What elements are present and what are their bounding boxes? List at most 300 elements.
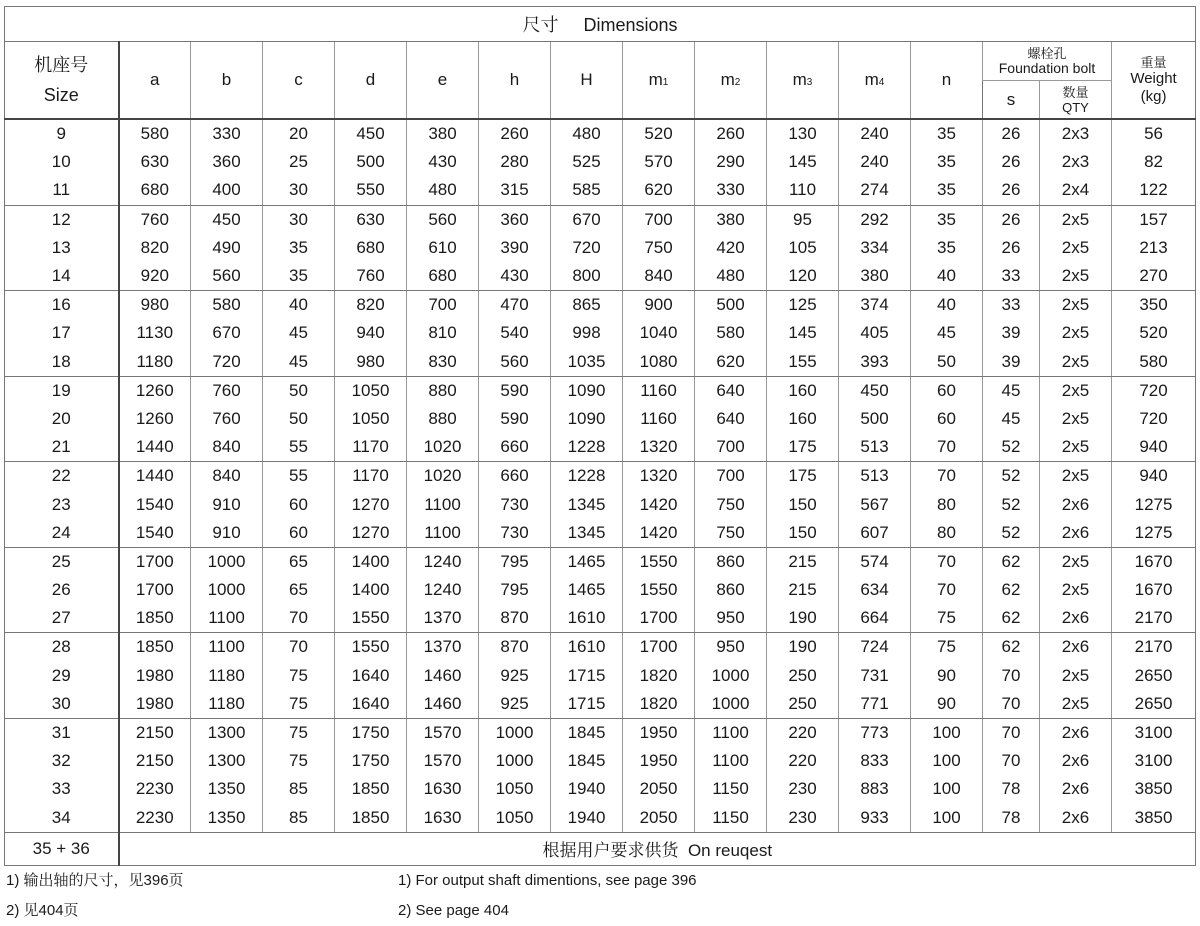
table-row <box>5 547 1196 576</box>
table-cell: 105 <box>767 234 839 262</box>
table-cell: 2x5 <box>1040 662 1112 690</box>
size-cell: 25 <box>5 547 119 576</box>
bolt-qty-cn: 数量 <box>1062 84 1089 100</box>
table-cell: 35 <box>911 205 983 234</box>
table-cell: 570 <box>623 148 695 176</box>
table-cell: 1465 <box>551 547 623 576</box>
table-cell: 220 <box>767 718 839 747</box>
table-cell: 1550 <box>623 547 695 576</box>
table-cell: 45 <box>983 376 1040 405</box>
table-row <box>5 319 1196 347</box>
table-row <box>5 205 1196 234</box>
size-cell: 32 <box>5 747 119 775</box>
bolt-s-header: s <box>983 81 1040 120</box>
table-cell: 2x5 <box>1040 319 1112 347</box>
size-header <box>5 42 119 120</box>
table-cell: 820 <box>335 291 407 320</box>
request-text <box>119 832 1196 865</box>
table-cell: 1100 <box>191 604 263 633</box>
table-cell: 420 <box>695 234 767 262</box>
table-cell: 2x5 <box>1040 405 1112 433</box>
dimensions-table <box>4 6 1196 866</box>
table-cell: 334 <box>839 234 911 262</box>
table-cell: 250 <box>767 662 839 690</box>
table-cell: 1940 <box>551 775 623 803</box>
weight-header-en: Weight <box>1130 69 1177 87</box>
table-cell: 1300 <box>191 747 263 775</box>
col-header-b <box>191 42 263 120</box>
table-cell: 1940 <box>551 804 623 833</box>
table-cell: 870 <box>479 633 551 662</box>
table-cell: 240 <box>839 119 911 148</box>
table-cell: 2150 <box>119 747 191 775</box>
table-cell: 1100 <box>407 490 479 518</box>
table-cell: 1000 <box>191 547 263 576</box>
table-cell: 60 <box>263 519 335 548</box>
table-cell: 480 <box>407 176 479 205</box>
col-header-main: h <box>509 70 520 89</box>
table-cell: 55 <box>263 433 335 462</box>
table-cell: 1270 <box>335 519 407 548</box>
table-cell: 2050 <box>623 775 695 803</box>
table-cell: 1700 <box>623 633 695 662</box>
table-cell: 374 <box>839 291 911 320</box>
table-cell: 860 <box>695 547 767 576</box>
table-cell: 830 <box>407 348 479 377</box>
table-cell: 520 <box>1112 319 1196 347</box>
table-cell: 940 <box>1112 462 1196 491</box>
table-cell: 55 <box>263 462 335 491</box>
table-cell: 450 <box>335 119 407 148</box>
table-cell: 795 <box>479 576 551 604</box>
table-cell: 315 <box>479 176 551 205</box>
table-cell: 45 <box>263 348 335 377</box>
col-header-main: a <box>150 70 160 89</box>
table-cell: 760 <box>191 376 263 405</box>
table-cell: 100 <box>911 804 983 833</box>
table-cell: 1020 <box>407 433 479 462</box>
table-cell: 1100 <box>695 718 767 747</box>
table-row <box>5 433 1196 462</box>
table-cell: 350 <box>1112 291 1196 320</box>
table-cell: 567 <box>839 490 911 518</box>
table-cell: 1170 <box>335 433 407 462</box>
table-cell: 122 <box>1112 176 1196 205</box>
table-cell: 1300 <box>191 718 263 747</box>
table-cell: 1850 <box>335 804 407 833</box>
table-cell: 1850 <box>119 604 191 633</box>
col-header-m4 <box>839 42 911 120</box>
table-row <box>5 405 1196 433</box>
table-cell: 2x6 <box>1040 775 1112 803</box>
table-cell: 78 <box>983 775 1040 803</box>
table-cell: 215 <box>767 547 839 576</box>
table-row <box>5 604 1196 633</box>
table-cell: 190 <box>767 604 839 633</box>
bolt-qty-header <box>1040 81 1112 120</box>
weight-header-cn: 重量 <box>1140 54 1167 70</box>
table-cell: 70 <box>983 718 1040 747</box>
table-cell: 750 <box>695 519 767 548</box>
table-cell: 585 <box>551 176 623 205</box>
table-cell: 1610 <box>551 604 623 633</box>
title-en: Dimensions <box>583 15 678 35</box>
table-cell: 680 <box>119 176 191 205</box>
table-cell: 1260 <box>119 405 191 433</box>
table-cell: 2x5 <box>1040 690 1112 719</box>
table-cell: 330 <box>191 119 263 148</box>
table-cell: 3100 <box>1112 747 1196 775</box>
table-cell: 1400 <box>335 547 407 576</box>
table-cell: 75 <box>911 604 983 633</box>
table-cell: 560 <box>191 262 263 291</box>
table-cell: 1950 <box>623 718 695 747</box>
table-cell: 400 <box>191 176 263 205</box>
table-cell: 150 <box>767 519 839 548</box>
table-cell: 100 <box>911 718 983 747</box>
table-cell: 292 <box>839 205 911 234</box>
table-cell: 750 <box>623 234 695 262</box>
table-cell: 62 <box>983 604 1040 633</box>
table-cell: 70 <box>911 462 983 491</box>
table-cell: 2x5 <box>1040 462 1112 491</box>
table-cell: 590 <box>479 405 551 433</box>
table-cell: 664 <box>839 604 911 633</box>
table-cell: 2x6 <box>1040 804 1112 833</box>
size-cell: 13 <box>5 234 119 262</box>
table-cell: 1050 <box>479 804 551 833</box>
table-cell: 52 <box>983 433 1040 462</box>
table-cell: 840 <box>191 433 263 462</box>
table-cell: 360 <box>191 148 263 176</box>
table-cell: 380 <box>695 205 767 234</box>
size-cell: 17 <box>5 319 119 347</box>
table-cell: 1460 <box>407 662 479 690</box>
table-cell: 574 <box>839 547 911 576</box>
table-cell: 50 <box>263 405 335 433</box>
col-header-main: m <box>720 70 735 89</box>
table-cell: 883 <box>839 775 911 803</box>
table-cell: 2x6 <box>1040 519 1112 548</box>
table-cell: 100 <box>911 747 983 775</box>
table-row <box>5 775 1196 803</box>
col-header-sub: 1 <box>662 77 669 88</box>
table-cell: 1020 <box>407 462 479 491</box>
col-header-a <box>119 42 191 120</box>
table-cell: 430 <box>479 262 551 291</box>
table-row <box>5 804 1196 833</box>
size-cell: 10 <box>5 148 119 176</box>
weight-header <box>1112 42 1196 120</box>
table-cell: 1260 <box>119 376 191 405</box>
table-cell: 35 <box>911 119 983 148</box>
table-cell: 2x5 <box>1040 262 1112 291</box>
table-cell: 39 <box>983 348 1040 377</box>
table-cell: 1845 <box>551 747 623 775</box>
table-cell: 33 <box>983 291 1040 320</box>
table-cell: 1980 <box>119 690 191 719</box>
note-en-2: 2) See page 404 <box>398 902 509 919</box>
bolt-header-cn: 螺栓孔 <box>1027 46 1067 61</box>
table-cell: 620 <box>623 176 695 205</box>
table-cell: 70 <box>983 747 1040 775</box>
table-cell: 700 <box>695 462 767 491</box>
table-cell: 33 <box>983 262 1040 291</box>
table-cell: 1820 <box>623 690 695 719</box>
table-cell: 940 <box>335 319 407 347</box>
table-cell: 720 <box>1112 405 1196 433</box>
table-cell: 274 <box>839 176 911 205</box>
col-header-main: m <box>792 70 807 89</box>
table-cell: 760 <box>335 262 407 291</box>
table-cell: 90 <box>911 690 983 719</box>
table-cell: 62 <box>983 633 1040 662</box>
table-cell: 1228 <box>551 462 623 491</box>
col-header-sub: 2 <box>734 77 741 88</box>
request-text-cn: 根据用户要求供货 <box>542 841 679 861</box>
col-header-e <box>407 42 479 120</box>
table-body <box>5 119 1196 832</box>
table-cell: 1715 <box>551 662 623 690</box>
title-cn: 尺寸 <box>522 15 559 35</box>
table-cell: 760 <box>191 405 263 433</box>
table-cell: 1150 <box>695 804 767 833</box>
table-cell: 3850 <box>1112 804 1196 833</box>
size-cell: 30 <box>5 690 119 719</box>
table-title <box>5 7 1196 42</box>
table-row <box>5 519 1196 548</box>
table-row <box>5 234 1196 262</box>
table-cell: 2x6 <box>1040 747 1112 775</box>
table-cell: 215 <box>767 576 839 604</box>
table-cell: 2x5 <box>1040 348 1112 377</box>
table-cell: 2x6 <box>1040 490 1112 518</box>
header-row <box>5 42 1196 81</box>
table-cell: 580 <box>695 319 767 347</box>
table-cell: 1160 <box>623 376 695 405</box>
table-cell: 150 <box>767 490 839 518</box>
table-cell: 3850 <box>1112 775 1196 803</box>
table-cell: 35 <box>911 176 983 205</box>
col-header-sub: 3 <box>806 77 813 88</box>
table-cell: 39 <box>983 319 1040 347</box>
table-cell: 26 <box>983 205 1040 234</box>
table-cell: 513 <box>839 462 911 491</box>
table-cell: 840 <box>191 462 263 491</box>
table-cell: 634 <box>839 576 911 604</box>
table-row <box>5 490 1196 518</box>
table-cell: 2x5 <box>1040 376 1112 405</box>
table-cell: 610 <box>407 234 479 262</box>
table-cell: 2050 <box>623 804 695 833</box>
table-cell: 660 <box>479 433 551 462</box>
table-cell: 630 <box>335 205 407 234</box>
table-cell: 1100 <box>695 747 767 775</box>
table-cell: 35 <box>263 262 335 291</box>
size-cell: 14 <box>5 262 119 291</box>
table-cell: 52 <box>983 490 1040 518</box>
table-cell: 110 <box>767 176 839 205</box>
table-cell: 480 <box>695 262 767 291</box>
table-row <box>5 747 1196 775</box>
table-cell: 620 <box>695 348 767 377</box>
table-cell: 870 <box>479 604 551 633</box>
table-cell: 75 <box>263 662 335 690</box>
table-cell: 1540 <box>119 519 191 548</box>
table-cell: 980 <box>335 348 407 377</box>
col-header-n <box>911 42 983 120</box>
table-cell: 700 <box>695 433 767 462</box>
table-cell: 40 <box>911 262 983 291</box>
table-cell: 260 <box>695 119 767 148</box>
table-cell: 720 <box>1112 376 1196 405</box>
table-row <box>5 662 1196 690</box>
table-cell: 145 <box>767 319 839 347</box>
table-cell: 1130 <box>119 319 191 347</box>
table-cell: 670 <box>191 319 263 347</box>
size-cell: 24 <box>5 519 119 548</box>
table-row <box>5 176 1196 205</box>
table-cell: 950 <box>695 604 767 633</box>
table-row <box>5 690 1196 719</box>
table-cell: 30 <box>263 176 335 205</box>
table-cell: 760 <box>119 205 191 234</box>
table-cell: 630 <box>119 148 191 176</box>
table-cell: 157 <box>1112 205 1196 234</box>
size-cell: 28 <box>5 633 119 662</box>
table-cell: 1270 <box>335 490 407 518</box>
table-cell: 380 <box>407 119 479 148</box>
table-cell: 2x6 <box>1040 718 1112 747</box>
table-cell: 1275 <box>1112 490 1196 518</box>
table-cell: 175 <box>767 433 839 462</box>
table-cell: 1240 <box>407 576 479 604</box>
col-header-H <box>551 42 623 120</box>
table-cell: 950 <box>695 633 767 662</box>
size-cell: 31 <box>5 718 119 747</box>
note-cn-1: 1) 输出轴的尺寸，见396页 <box>6 872 184 889</box>
table-row <box>5 148 1196 176</box>
table-cell: 771 <box>839 690 911 719</box>
table-cell: 1160 <box>623 405 695 433</box>
table-cell: 998 <box>551 319 623 347</box>
table-cell: 500 <box>695 291 767 320</box>
table-cell: 480 <box>551 119 623 148</box>
table-cell: 1540 <box>119 490 191 518</box>
table-cell: 1440 <box>119 433 191 462</box>
table-cell: 1050 <box>479 775 551 803</box>
table-cell: 1420 <box>623 519 695 548</box>
table-cell: 70 <box>263 604 335 633</box>
notes-en <box>398 866 697 926</box>
table-cell: 26 <box>983 234 1040 262</box>
table-cell: 3100 <box>1112 718 1196 747</box>
table-cell: 390 <box>479 234 551 262</box>
weight-header-unit: (kg) <box>1140 87 1167 105</box>
table-cell: 525 <box>551 148 623 176</box>
table-cell: 550 <box>335 176 407 205</box>
table-cell: 240 <box>839 148 911 176</box>
table-cell: 880 <box>407 405 479 433</box>
col-header-main: n <box>941 70 952 89</box>
table-cell: 640 <box>695 405 767 433</box>
table-row <box>5 348 1196 377</box>
table-cell: 1035 <box>551 348 623 377</box>
table-row <box>5 576 1196 604</box>
table-cell: 720 <box>551 234 623 262</box>
size-cell: 12 <box>5 205 119 234</box>
table-cell: 580 <box>119 119 191 148</box>
table-cell: 1550 <box>335 633 407 662</box>
table-cell: 190 <box>767 633 839 662</box>
table-cell: 910 <box>191 490 263 518</box>
table-cell: 75 <box>263 718 335 747</box>
table-cell: 980 <box>119 291 191 320</box>
table-cell: 1170 <box>335 462 407 491</box>
table-cell: 540 <box>479 319 551 347</box>
size-cell: 33 <box>5 775 119 803</box>
col-header-main: m <box>648 70 663 89</box>
table-cell: 1350 <box>191 804 263 833</box>
table-cell: 450 <box>839 376 911 405</box>
table-cell: 1820 <box>623 662 695 690</box>
table-cell: 230 <box>767 804 839 833</box>
table-cell: 130 <box>767 119 839 148</box>
table-cell: 500 <box>839 405 911 433</box>
table-cell: 1850 <box>119 633 191 662</box>
table-cell: 1715 <box>551 690 623 719</box>
table-cell: 470 <box>479 291 551 320</box>
table-cell: 1440 <box>119 462 191 491</box>
table-cell: 1345 <box>551 519 623 548</box>
table-cell: 1370 <box>407 604 479 633</box>
table-cell: 910 <box>191 519 263 548</box>
size-cell: 27 <box>5 604 119 633</box>
table-cell: 20 <box>263 119 335 148</box>
table-cell: 250 <box>767 690 839 719</box>
table-cell: 393 <box>839 348 911 377</box>
table-cell: 1570 <box>407 718 479 747</box>
table-cell: 2230 <box>119 804 191 833</box>
table-cell: 1750 <box>335 747 407 775</box>
size-cell: 21 <box>5 433 119 462</box>
table-cell: 1000 <box>695 690 767 719</box>
table-cell: 280 <box>479 148 551 176</box>
table-cell: 1240 <box>407 547 479 576</box>
table-cell: 35 <box>911 234 983 262</box>
table-cell: 160 <box>767 376 839 405</box>
table-cell: 1420 <box>623 490 695 518</box>
request-row <box>5 832 1196 865</box>
table-cell: 2x6 <box>1040 633 1112 662</box>
table-cell: 70 <box>911 433 983 462</box>
col-header-m1 <box>623 42 695 120</box>
table-cell: 35 <box>911 148 983 176</box>
table-cell: 1550 <box>623 576 695 604</box>
foundation-bolt-header <box>983 42 1112 81</box>
col-header-sub: 4 <box>878 77 885 88</box>
table-cell: 2170 <box>1112 604 1196 633</box>
table-cell: 1180 <box>119 348 191 377</box>
col-header-main: c <box>294 70 303 89</box>
table-cell: 26 <box>983 176 1040 205</box>
table-cell: 1090 <box>551 376 623 405</box>
table-cell: 840 <box>623 262 695 291</box>
table-cell: 2x6 <box>1040 604 1112 633</box>
size-cell: 9 <box>5 119 119 148</box>
request-text-en: On reuqest <box>687 841 773 861</box>
table-cell: 1845 <box>551 718 623 747</box>
